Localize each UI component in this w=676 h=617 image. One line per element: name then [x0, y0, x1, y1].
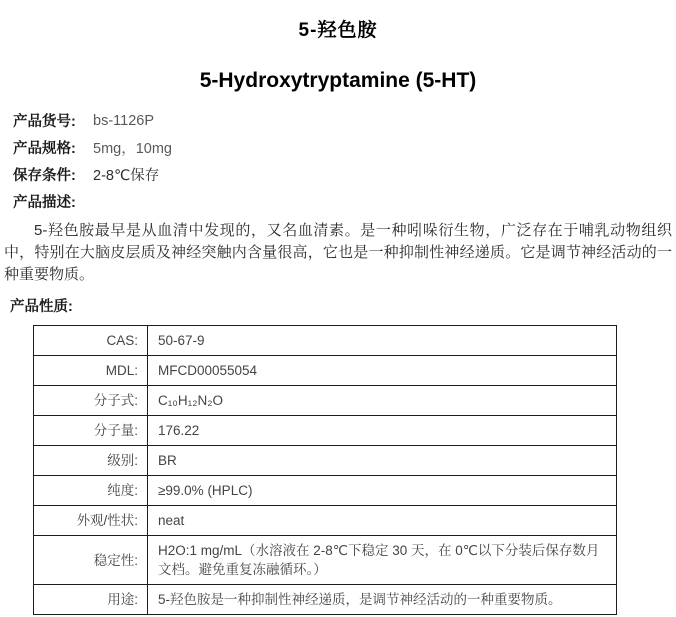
specification-label: 产品规格: [13, 141, 76, 157]
product-properties-table [33, 325, 617, 615]
molecular-formula-value: C₁₀H₁₂N₂O [148, 386, 617, 416]
appearance-value: neat [148, 506, 617, 536]
product-description-text: 5-羟色胺最早是从血清中发现的，又名血清素。是一种吲哚衍生物，广泛存在于哺乳动物组织中，特别在大脑皮层质及神经突触内含量很高，它也是一种抑制性神经递质。它是调节神经活动的一种重要物质。 [4, 222, 672, 283]
meta-row-storage-condition [0, 161, 676, 188]
grade-value: BR [148, 446, 617, 476]
molecular-weight-value: 176.22 [148, 416, 617, 446]
meta-row-description-heading [0, 188, 676, 215]
table-row-molecular-formula [34, 386, 617, 416]
table-row-stability [34, 536, 617, 585]
table-row-usage [34, 585, 617, 615]
cas-label: CAS: [34, 326, 148, 356]
mdl-value: MFCD00055054 [148, 356, 617, 386]
table-row-appearance [34, 506, 617, 536]
usage-label: 用途: [34, 585, 148, 615]
product-datasheet-page [0, 15, 676, 617]
purity-label: 纯度: [34, 476, 148, 506]
usage-value: 5-羟色胺是一种抑制性神经递质，是调节神经活动的一种重要物质。 [148, 585, 617, 615]
table-row-mdl [34, 356, 617, 386]
grade-label: 级别: [34, 446, 148, 476]
meta-row-catalog-number [0, 107, 676, 134]
table-row-molecular-weight [34, 416, 617, 446]
cas-value: 50-67-9 [148, 326, 617, 356]
description-heading-label: 产品描述: [13, 195, 76, 211]
product-meta-section [0, 107, 676, 215]
mdl-label: MDL: [34, 356, 148, 386]
storage-condition-value: 2-8℃保存 [93, 168, 160, 184]
table-row-cas [34, 326, 617, 356]
molecular-formula-label: 分子式: [34, 386, 148, 416]
table-row-purity [34, 476, 617, 506]
page-subtitle: 5-Hydroxytryptamine (5-HT) [199, 69, 477, 92]
properties-section-heading: 产品性质: [10, 299, 73, 315]
catalog-number-label: 产品货号: [13, 114, 76, 130]
specification-value: 5mg，10mg [93, 141, 172, 157]
catalog-number-value: bs-1126P [93, 112, 154, 129]
page-title: 5-羟色胺 [298, 20, 378, 41]
purity-value: ≥99.0% (HPLC) [148, 476, 617, 506]
storage-condition-label: 保存条件: [13, 168, 76, 184]
molecular-weight-label: 分子量: [34, 416, 148, 446]
appearance-label: 外观/性状: [34, 506, 148, 536]
stability-value: H2O:1 mg/mL（水溶液在 2-8℃下稳定 30 天，在 0℃以下分装后保存数月文档。避免重复冻融循环。） [148, 536, 617, 585]
table-row-grade [34, 446, 617, 476]
stability-label: 稳定性: [34, 536, 148, 585]
meta-row-specification [0, 134, 676, 161]
